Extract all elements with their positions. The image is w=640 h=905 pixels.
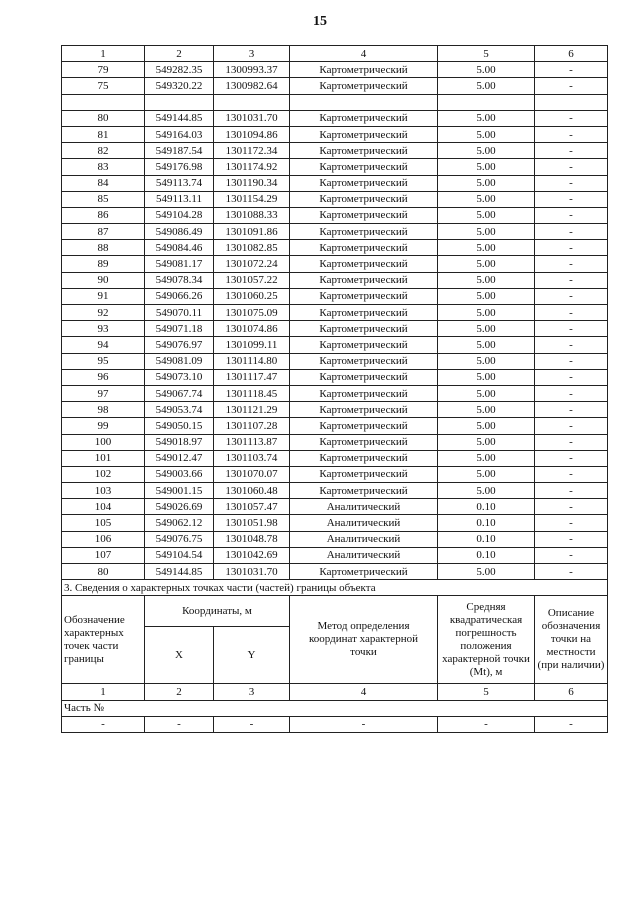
table-cell: 549113.11	[145, 191, 214, 207]
table-cell: 1301057.22	[214, 272, 290, 288]
table-cell: 5.00	[438, 143, 535, 159]
table-cell: Картометрический	[290, 224, 438, 240]
table-cell: 549187.54	[145, 143, 214, 159]
table-cell: 97	[62, 385, 145, 401]
column-number-cell: 4	[290, 684, 438, 700]
table-cell: 1301118.45	[214, 385, 290, 401]
table-cell: 5.00	[438, 369, 535, 385]
column-number-cell: 3	[214, 684, 290, 700]
table-cell: 83	[62, 159, 145, 175]
table-cell: 5.00	[438, 175, 535, 191]
table-cell: 5.00	[438, 224, 535, 240]
empty-cell: -	[62, 716, 145, 732]
table-cell: 94	[62, 337, 145, 353]
table-cell: 0.10	[438, 515, 535, 531]
table-cell: 549081.17	[145, 256, 214, 272]
table-cell: 1301121.29	[214, 402, 290, 418]
table-cell: 5.00	[438, 564, 535, 580]
table-cell: 5.00	[438, 321, 535, 337]
table-row	[62, 369, 608, 385]
table-cell: 5.00	[438, 207, 535, 223]
col-error: Средняя квадратическая погрешность положения характерной точки (Mt), м	[438, 596, 535, 684]
table-cell: -	[535, 450, 608, 466]
table-cell: Картометрический	[290, 305, 438, 321]
table-cell: 100	[62, 434, 145, 450]
table-cell: 1301113.87	[214, 434, 290, 450]
table-cell: 1301114.80	[214, 353, 290, 369]
blank-cell	[145, 94, 214, 110]
table-cell: 5.00	[438, 353, 535, 369]
table-cell: 5.00	[438, 62, 535, 78]
table-cell: 549067.74	[145, 385, 214, 401]
part-row	[62, 700, 608, 716]
blank-cell	[535, 94, 608, 110]
table-cell: 104	[62, 499, 145, 515]
table-cell: -	[535, 305, 608, 321]
table-cell: 96	[62, 369, 145, 385]
table-cell: 5.00	[438, 159, 535, 175]
table-cell: Картометрический	[290, 272, 438, 288]
blank-cell	[62, 94, 145, 110]
blank-cell	[214, 94, 290, 110]
table-cell: 0.10	[438, 531, 535, 547]
table-cell: 549050.15	[145, 418, 214, 434]
table-cell: 0.10	[438, 499, 535, 515]
table-cell: 101	[62, 450, 145, 466]
table-cell: -	[535, 466, 608, 482]
table-cell: Картометрический	[290, 337, 438, 353]
table-cell: 80	[62, 564, 145, 580]
column-number-cell: 6	[535, 46, 608, 62]
table-cell: Картометрический	[290, 191, 438, 207]
table-cell: -	[535, 531, 608, 547]
table-cell: Картометрический	[290, 110, 438, 126]
table-cell: 549076.97	[145, 337, 214, 353]
table-cell: 1301070.07	[214, 466, 290, 482]
table-cell: 5.00	[438, 272, 535, 288]
table-cell: 1301060.25	[214, 288, 290, 304]
table-row	[62, 240, 608, 256]
table-cell: 90	[62, 272, 145, 288]
table-cell: 1301031.70	[214, 564, 290, 580]
table-cell: 1300993.37	[214, 62, 290, 78]
table-row	[62, 256, 608, 272]
table-cell: Картометрический	[290, 62, 438, 78]
table-cell: 99	[62, 418, 145, 434]
table-cell: Картометрический	[290, 159, 438, 175]
col-x: X	[145, 627, 214, 684]
table-cell: 79	[62, 62, 145, 78]
table-cell: 549076.75	[145, 531, 214, 547]
table-cell: 84	[62, 175, 145, 191]
table-cell: 5.00	[438, 305, 535, 321]
table-cell: 5.00	[438, 256, 535, 272]
table-cell: Картометрический	[290, 256, 438, 272]
table-cell: Картометрический	[290, 288, 438, 304]
table-cell: -	[535, 143, 608, 159]
table-cell: 1301042.69	[214, 547, 290, 563]
table-row	[62, 143, 608, 159]
table-cell: -	[535, 191, 608, 207]
table-cell: 89	[62, 256, 145, 272]
table-cell: 1301088.33	[214, 207, 290, 223]
table-cell: 549001.15	[145, 483, 214, 499]
table-cell: 5.00	[438, 466, 535, 482]
table-cell: 549066.26	[145, 288, 214, 304]
table-cell: -	[535, 385, 608, 401]
table-cell: Картометрический	[290, 564, 438, 580]
table-cell: 92	[62, 305, 145, 321]
table-cell: -	[535, 353, 608, 369]
table-cell: 1301048.78	[214, 531, 290, 547]
table-cell: 549320.22	[145, 78, 214, 94]
table-cell: 93	[62, 321, 145, 337]
table-cell: 549062.12	[145, 515, 214, 531]
table-cell: 1301172.34	[214, 143, 290, 159]
table-cell: -	[535, 207, 608, 223]
table-cell: -	[535, 126, 608, 142]
column-number-cell: 6	[535, 684, 608, 700]
table-cell: 1301103.74	[214, 450, 290, 466]
section-column-number-row	[62, 684, 608, 700]
table-cell: -	[535, 321, 608, 337]
table-cell: -	[535, 288, 608, 304]
table-cell: 549164.03	[145, 126, 214, 142]
empty-cell: -	[145, 716, 214, 732]
table-cell: -	[535, 175, 608, 191]
table-row	[62, 272, 608, 288]
table-cell: 5.00	[438, 288, 535, 304]
table-row	[62, 450, 608, 466]
table-cell: Картометрический	[290, 450, 438, 466]
table-cell: 5.00	[438, 418, 535, 434]
table-cell: 105	[62, 515, 145, 531]
table-cell: Картометрический	[290, 78, 438, 94]
table-cell: Аналитический	[290, 499, 438, 515]
table-row	[62, 288, 608, 304]
table-row	[62, 110, 608, 126]
table-cell: 549071.18	[145, 321, 214, 337]
table-cell: Картометрический	[290, 143, 438, 159]
column-number-cell: 2	[145, 684, 214, 700]
table-cell: Картометрический	[290, 466, 438, 482]
table-cell: 549084.46	[145, 240, 214, 256]
table-row	[62, 78, 608, 94]
table-cell: Картометрический	[290, 126, 438, 142]
col-designation: Обозначение характерных точек части границы	[62, 596, 145, 684]
table-cell: -	[535, 337, 608, 353]
table-cell: 5.00	[438, 110, 535, 126]
table-cell: Картометрический	[290, 207, 438, 223]
table-cell: 549070.11	[145, 305, 214, 321]
table-cell: 549104.28	[145, 207, 214, 223]
empty-cell: -	[290, 716, 438, 732]
table-cell: 549053.74	[145, 402, 214, 418]
table-row	[62, 434, 608, 450]
table-cell: 1301154.29	[214, 191, 290, 207]
table-cell: 1301057.47	[214, 499, 290, 515]
table-cell: 82	[62, 143, 145, 159]
characteristic-points-table	[61, 45, 608, 733]
table-cell: 549144.85	[145, 564, 214, 580]
table-cell: Картометрический	[290, 434, 438, 450]
table-cell: 91	[62, 288, 145, 304]
table-cell: Картометрический	[290, 369, 438, 385]
table-cell: 549282.35	[145, 62, 214, 78]
table-row	[62, 337, 608, 353]
table-cell: 1301051.98	[214, 515, 290, 531]
table-cell: 5.00	[438, 240, 535, 256]
table-row	[62, 305, 608, 321]
column-number-cell: 3	[214, 46, 290, 62]
table-cell: Картометрический	[290, 385, 438, 401]
table-cell: Картометрический	[290, 418, 438, 434]
table-row	[62, 385, 608, 401]
column-number-cell: 5	[438, 684, 535, 700]
table-cell: 1301082.85	[214, 240, 290, 256]
table-cell: 107	[62, 547, 145, 563]
col-y: Y	[214, 627, 290, 684]
table-cell: -	[535, 418, 608, 434]
section-header-row	[62, 596, 608, 627]
table-cell: -	[535, 547, 608, 563]
table-cell: -	[535, 110, 608, 126]
table-cell: 5.00	[438, 337, 535, 353]
blank-cell	[438, 94, 535, 110]
table-cell: Картометрический	[290, 175, 438, 191]
table-cell: 88	[62, 240, 145, 256]
table-cell: Аналитический	[290, 547, 438, 563]
table-cell: Картометрический	[290, 483, 438, 499]
table-cell: -	[535, 434, 608, 450]
table-cell: -	[535, 78, 608, 94]
table-cell: 549081.09	[145, 353, 214, 369]
table-cell: 106	[62, 531, 145, 547]
empty-cell: -	[535, 716, 608, 732]
table-cell: Картометрический	[290, 321, 438, 337]
part-label: Часть №	[62, 700, 608, 716]
table-cell: 98	[62, 402, 145, 418]
table-cell: 1301099.11	[214, 337, 290, 353]
table-cell: 5.00	[438, 402, 535, 418]
table-row	[62, 564, 608, 580]
section-title-row	[62, 580, 608, 596]
table-cell: Картометрический	[290, 353, 438, 369]
table-cell: Картометрический	[290, 402, 438, 418]
table-cell: -	[535, 224, 608, 240]
table-cell: 549144.85	[145, 110, 214, 126]
table-row	[62, 515, 608, 531]
column-number-cell: 2	[145, 46, 214, 62]
table-cell: 549073.10	[145, 369, 214, 385]
table-cell: 549026.69	[145, 499, 214, 515]
col-description: Описание обозначения точки на местности (при наличии)	[535, 596, 608, 684]
table-row	[62, 159, 608, 175]
column-number-row	[62, 46, 608, 62]
table-row	[62, 62, 608, 78]
table-cell: 1301072.24	[214, 256, 290, 272]
table-cell: 1301094.86	[214, 126, 290, 142]
table-row	[62, 191, 608, 207]
table-cell: -	[535, 499, 608, 515]
table-cell: 549078.34	[145, 272, 214, 288]
column-number-cell: 1	[62, 46, 145, 62]
table-cell: 549104.54	[145, 547, 214, 563]
empty-cell: -	[214, 716, 290, 732]
table-cell: Аналитический	[290, 531, 438, 547]
blank-cell	[290, 94, 438, 110]
table-cell: -	[535, 515, 608, 531]
table-cell: 80	[62, 110, 145, 126]
table-cell: 549086.49	[145, 224, 214, 240]
table-cell: 1301060.48	[214, 483, 290, 499]
table-row	[62, 483, 608, 499]
table-row	[62, 466, 608, 482]
table-cell: Картометрический	[290, 240, 438, 256]
column-number-cell: 5	[438, 46, 535, 62]
table-cell: 1301107.28	[214, 418, 290, 434]
table-cell: 95	[62, 353, 145, 369]
empty-cell: -	[438, 716, 535, 732]
table-cell: 549113.74	[145, 175, 214, 191]
table-cell: -	[535, 240, 608, 256]
table-cell: 86	[62, 207, 145, 223]
table-cell: 102	[62, 466, 145, 482]
table-cell: 0.10	[438, 547, 535, 563]
table-cell: -	[535, 402, 608, 418]
table-cell: 1301091.86	[214, 224, 290, 240]
table-cell: 549012.47	[145, 450, 214, 466]
table-cell: 5.00	[438, 191, 535, 207]
table-cell: 549176.98	[145, 159, 214, 175]
table-cell: 85	[62, 191, 145, 207]
table-cell: 75	[62, 78, 145, 94]
table-row	[62, 126, 608, 142]
table-cell: 549003.66	[145, 466, 214, 482]
table-row	[62, 321, 608, 337]
table-cell: 1301117.47	[214, 369, 290, 385]
blank-row	[62, 94, 608, 110]
table-row	[62, 531, 608, 547]
col-method: Метод определения координат характерной точки	[290, 596, 438, 684]
table-cell: 103	[62, 483, 145, 499]
table-cell: 1301190.34	[214, 175, 290, 191]
table-cell: 1301075.09	[214, 305, 290, 321]
table-cell: -	[535, 564, 608, 580]
section-title: 3. Сведения о характерных точках части (частей) границы объекта	[62, 580, 608, 596]
table-row	[62, 207, 608, 223]
table-cell: -	[535, 272, 608, 288]
table-cell: 1301174.92	[214, 159, 290, 175]
table-row	[62, 547, 608, 563]
table-cell: 5.00	[438, 434, 535, 450]
table-cell: -	[535, 256, 608, 272]
table-cell: 1301074.86	[214, 321, 290, 337]
table-cell: Аналитический	[290, 515, 438, 531]
table-cell: -	[535, 483, 608, 499]
table-cell: 5.00	[438, 385, 535, 401]
table-row	[62, 353, 608, 369]
table-cell: -	[535, 159, 608, 175]
page-number: 15	[313, 14, 327, 29]
table-cell: 87	[62, 224, 145, 240]
empty-row	[62, 716, 608, 732]
column-number-cell: 4	[290, 46, 438, 62]
table-cell: 1300982.64	[214, 78, 290, 94]
table-cell: 81	[62, 126, 145, 142]
table-row	[62, 175, 608, 191]
table-cell: 549018.97	[145, 434, 214, 450]
column-number-cell: 1	[62, 684, 145, 700]
table-row	[62, 418, 608, 434]
table-cell: 5.00	[438, 126, 535, 142]
table-cell: 5.00	[438, 78, 535, 94]
table-cell: 1301031.70	[214, 110, 290, 126]
table-cell: -	[535, 62, 608, 78]
table-cell: 5.00	[438, 483, 535, 499]
table-row	[62, 402, 608, 418]
table-row	[62, 224, 608, 240]
table-cell: -	[535, 369, 608, 385]
table-row	[62, 499, 608, 515]
table-cell: 5.00	[438, 450, 535, 466]
col-coordinates: Координаты, м	[145, 596, 290, 627]
